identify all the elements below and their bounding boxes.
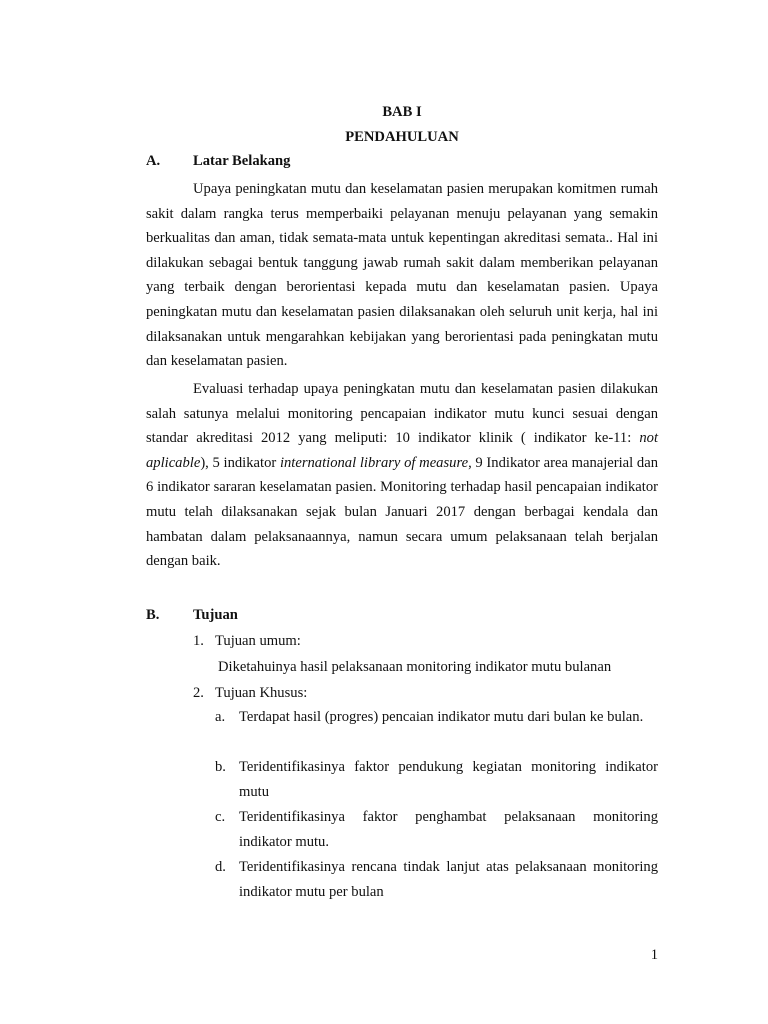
- sub-item-a: [215, 705, 658, 730]
- background-paragraph-1: Upaya peningkatan mutu dan keselamatan pasien merupakan komitmen rumah sakit dalam rangka terus memperbaiki pelayanan menuju pelayanan yang semakin berkualitas dan aman, tidak semata-mata untuk kepentingan akreditasi semata.. Hal ini dilakukan sebagai bentuk tanggung jawab rumah sakit dalam memberikan pelayanan yang terbaik dengan berorientasi kepada mutu dan keselamatan pasien. Upaya peningkatan mutu dan keselamatan pasien dilaksanakan oleh seluruh unit kerja, hal ini dilaksanakan untuk mengarahkan kebijakan yang berorientasi pada peningkatan mutu dan keselamatan pasien.: [146, 181, 658, 370]
- list-item-label: Tujuan Khusus:: [215, 685, 308, 701]
- sub-item-c: [215, 805, 658, 854]
- paragraph-2-text-1: Evaluasi terhadap upaya peningkatan mutu dan keselamatan pasien dilakukan salah satunya melalui monitoring pencapaian indikator mutu kunci sesuai dengan standar akreditasi 2012 yang meliputi: 10 indikator klinik ( indikator ke-11:: [146, 381, 658, 447]
- sub-item-text: Teridentifikasinya rencana tindak lanjut atas pelaksanaan monitoring indikator mutu per bulan: [239, 859, 658, 900]
- paragraph-2-italic-1: not aplicable: [146, 430, 658, 471]
- sub-item-letter: a.: [215, 709, 226, 725]
- paragraph-2-italic-2: international library of measure: [279, 454, 469, 471]
- sub-item-text: Teridentifikasinya faktor pendukung kegiatan monitoring indikator mutu: [239, 759, 658, 800]
- section-a-number: A.: [146, 153, 161, 169]
- sub-item-text: Teridentifikasinya faktor penghambat pelaksanaan monitoring indikator mutu.: [239, 809, 658, 850]
- general-goal-detail: Diketahuinya hasil pelaksanaan monitoring indikator mutu bulanan: [218, 659, 612, 675]
- paragraph-2-text-2: ), 5 indikator: [200, 454, 280, 471]
- sub-item-b: [215, 755, 658, 804]
- background-paragraph-2: [146, 377, 658, 574]
- section-b-title: Tujuan: [193, 607, 238, 623]
- list-item-number: 1.: [193, 633, 204, 649]
- section-a-title: Latar Belakang: [193, 153, 291, 169]
- sub-item-letter: d.: [215, 859, 226, 875]
- list-item-number: 2.: [193, 685, 204, 701]
- sub-item-text: Terdapat hasil (progres) pencaian indikator mutu dari bulan ke bulan.: [239, 709, 644, 725]
- chapter-number: BAB I: [382, 104, 422, 120]
- paragraph-2-text-3: , 9 Indikator area manajerial dan 6 indikator sararan keselamatan pasien. Monitoring terhadap hasil pencapaian indikator mutu telah dilaksanakan sejak bulan Januari 2017 dengan berbagai kendala dan hambatan dalam pelaksanaannya, namun secara umum pelaksanaan telah berjalan dengan baik.: [146, 454, 658, 570]
- sub-item-letter: c.: [215, 809, 226, 825]
- sub-item-letter: b.: [215, 759, 226, 775]
- section-b-number: B.: [146, 607, 160, 623]
- page-number: 1: [650, 947, 658, 963]
- sub-item-d: [215, 855, 658, 904]
- chapter-title: PENDAHULUAN: [345, 129, 459, 145]
- list-item-label: Tujuan umum:: [215, 633, 301, 649]
